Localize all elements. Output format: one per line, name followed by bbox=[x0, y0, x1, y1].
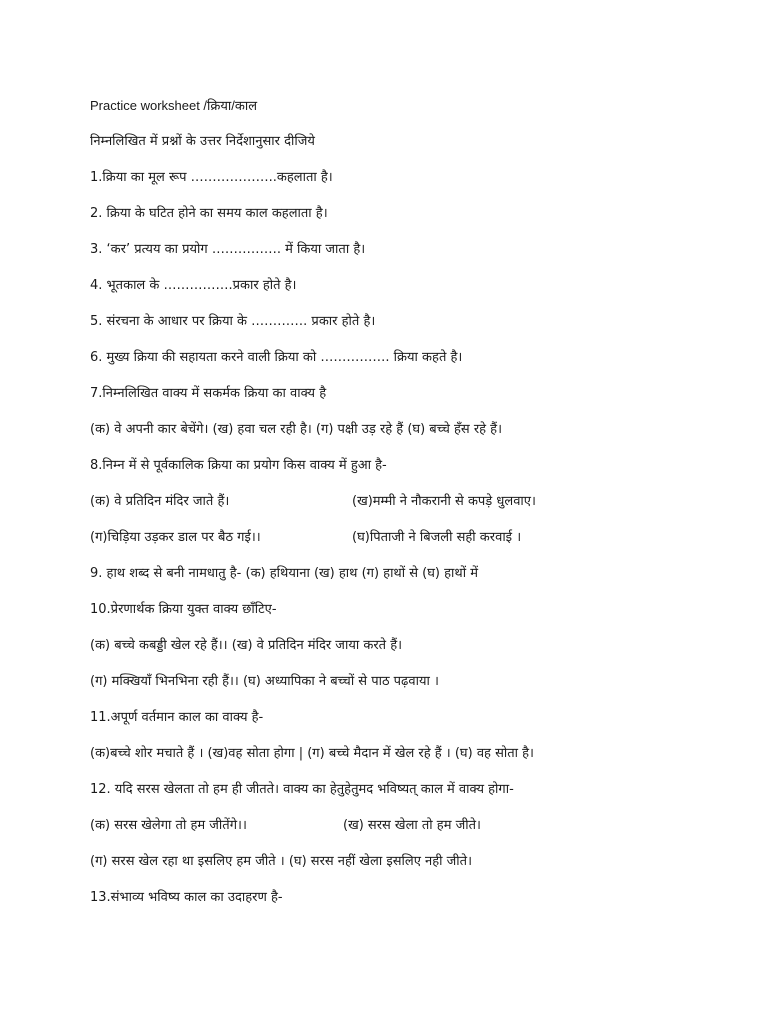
question-12: 12. यदि सरस खेलता तो हम ही जीतते। वाक्य का हेतुहेतुमद भविष्यत् काल में वाक्य होगा- bbox=[90, 782, 514, 797]
question-9: 9. हाथ शब्द से बनी नामधातु है- (क) हथियाना (ख) हाथ (ग) हाथों से (घ) हाथों में bbox=[90, 566, 478, 581]
question-1: 1.क्रिया का मूल रूप ………………..कहलाता है। bbox=[90, 170, 333, 185]
question-10-options-ab: (क) बच्चे कबड्डी खेल रहे हैं।। (ख) वे प्रतिदिन मंदिर जाया करते हैं। bbox=[90, 638, 403, 653]
question-7: 7.निम्नलिखित वाक्य में सकर्मक क्रिया का वाक्य है bbox=[90, 386, 327, 401]
question-5: 5. संरचना के आधार पर क्रिया के …………. प्रकार होते है। bbox=[90, 314, 376, 329]
question-12-options-cd: (ग) सरस खेल रहा था इसलिए हम जीते । (घ) सरस नहीं खेला इसलिए नही जीते। bbox=[90, 854, 473, 869]
instruction-text: निम्नलिखित में प्रश्नों के उत्तर निर्देशानुसार दीजिये bbox=[90, 134, 315, 149]
question-8-option-a: (क) वे प्रतिदिन मंदिर जाते हैं। bbox=[90, 494, 230, 509]
question-8-option-c: (ग)चिड़िया उड़कर डाल पर बैठ गई।। bbox=[90, 530, 261, 545]
question-12-option-a: (क) सरस खेलेगा तो हम जीतेंगे।। bbox=[90, 818, 247, 833]
question-7-options: (क) वे अपनी कार बेचेंगे। (ख) हवा चल रही है। (ग) पक्षी उड़ रहे हैं (घ) बच्चे हँस रहे हैं। bbox=[90, 422, 503, 437]
question-8-option-b: (ख)मम्मी ने नौकरानी से कपड़े धुलवाए। bbox=[352, 494, 536, 509]
question-10-options-cd: (ग) मक्खियाँ भिनभिना रही हैं।। (घ) अध्यापिका ने बच्चों से पाठ पढ़वाया । bbox=[90, 674, 439, 689]
question-10: 10.प्रेरणार्थक क्रिया युक्त वाक्य छाँटिए- bbox=[90, 602, 277, 617]
question-11-options: (क)बच्चे शोर मचाते हैं । (ख)वह सोता होगा | (ग) बच्चे मैदान में खेल रहे हैं । (घ) वह सोता है। bbox=[90, 746, 534, 761]
question-13: 13.संभाव्य भविष्य काल का उदाहरण है- bbox=[90, 890, 283, 905]
question-6: 6. मुख्य क्रिया की सहायता करने वाली क्रिया को ……………. क्रिया कहते है। bbox=[90, 350, 463, 365]
question-8: 8.निम्न में से पूर्वकालिक क्रिया का प्रयोग किस वाक्य में हुआ है- bbox=[90, 458, 387, 473]
question-12-option-b: (ख) सरस खेला तो हम जीते। bbox=[343, 818, 481, 833]
question-2: 2. क्रिया के घटित होने का समय काल कहलाता है। bbox=[90, 206, 328, 221]
question-4: 4. भूतकाल के …………….प्रकार होते है। bbox=[90, 278, 297, 293]
worksheet-title: Practice worksheet /क्रिया/काल bbox=[90, 98, 258, 113]
question-3: 3. ‘कर’ प्रत्यय का प्रयोग ……………. में किया जाता है। bbox=[90, 242, 366, 257]
question-11: 11.अपूर्ण वर्तमान काल का वाक्य है- bbox=[90, 710, 264, 725]
question-8-option-d: (घ)पिताजी ने बिजली सही करवाई । bbox=[352, 530, 522, 545]
